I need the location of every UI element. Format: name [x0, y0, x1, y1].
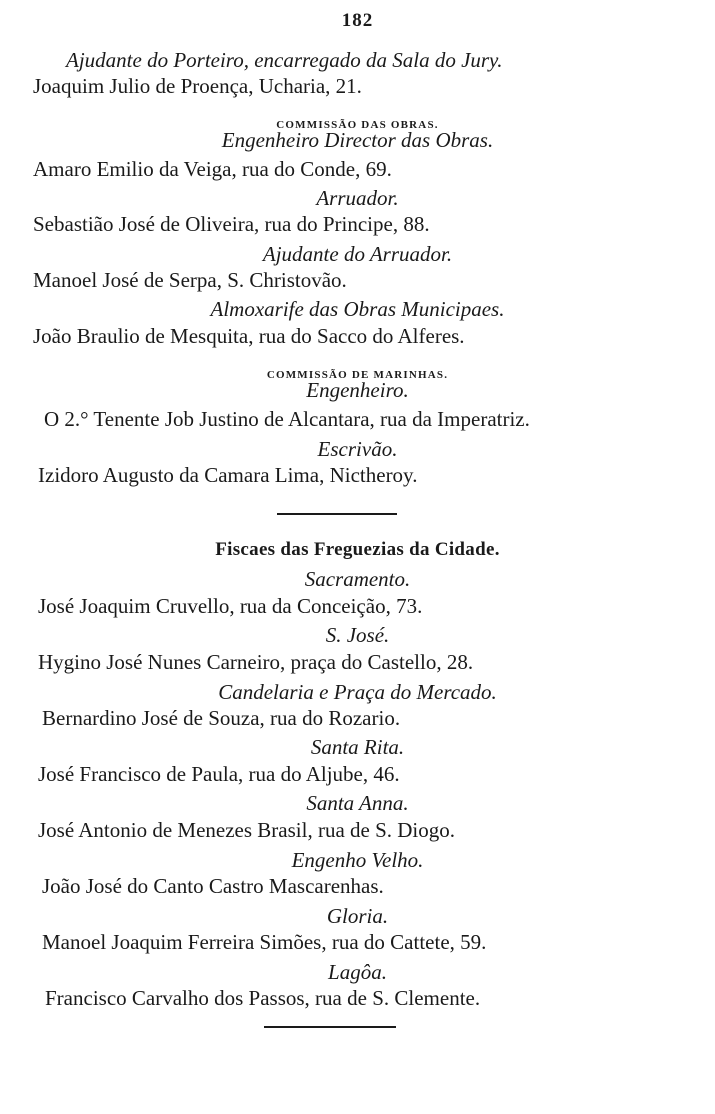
entry-escrivao: Izidoro Augusto da Camara Lima, Nictheroy.: [38, 463, 418, 487]
entry-engenheiro: O 2.° Tenente Job Justino de Alcantara, rua da Imperatriz.: [44, 407, 530, 431]
parish-name: Sacramento.: [304, 567, 411, 591]
entry-ajudante-arruador: Manoel José de Serpa, S. Christovão.: [33, 268, 347, 292]
heading-ajudante-porteiro: Ajudante do Porteiro, encarregado da Sala do Jury.: [66, 48, 503, 72]
heading-ajudante-arruador: Ajudante do Arruador.: [262, 242, 453, 266]
parish-name: Santa Rita.: [310, 735, 405, 759]
page-number: 182: [341, 10, 374, 31]
commission-marinhas-title: COMMISSÃO DE MARINHAS.: [266, 369, 449, 381]
parish-entry: José Joaquim Cruvello, rua da Conceição, 73.: [38, 594, 423, 618]
entry-almoxarife: João Braulio de Mesquita, rua do Sacco do Alferes.: [33, 324, 465, 348]
parish-entry: Manoel Joaquim Ferreira Simões, rua do Cattete, 59.: [42, 930, 487, 954]
parish-entry: Bernardino José de Souza, rua do Rozario.: [42, 706, 401, 730]
section-divider-bottom: [264, 1026, 396, 1028]
entry-arruador: Sebastião José de Oliveira, rua do Principe, 88.: [33, 212, 430, 236]
parish-name: Candelaria e Praça do Mercado.: [218, 680, 497, 704]
heading-engenheiro: Engenheiro.: [306, 378, 409, 402]
parish-name: Lagôa.: [328, 960, 387, 984]
parish-name: Engenho Velho.: [291, 848, 424, 872]
parish-name: Santa Anna.: [306, 791, 409, 815]
entry-engenheiro-director: Amaro Emilio da Veiga, rua do Conde, 69.: [33, 157, 392, 181]
heading-engenheiro-director: Engenheiro Director das Obras.: [221, 128, 494, 152]
heading-arruador: Arruador.: [316, 186, 399, 210]
parish-name: Gloria.: [326, 904, 389, 928]
heading-escrivao: Escrivão.: [317, 437, 398, 461]
entry-ajudante-porteiro: Joaquim Julio de Proença, Ucharia, 21.: [33, 74, 362, 98]
parish-entry: João José do Canto Castro Mascarenhas.: [42, 874, 384, 898]
parish-name: S. José.: [325, 623, 390, 647]
parish-entry: Hygino José Nunes Carneiro, praça do Castello, 28.: [38, 650, 474, 674]
parish-entry: José Francisco de Paula, rua do Aljube, 46.: [38, 762, 400, 786]
section-title-fiscaes: Fiscaes das Freguezias da Cidade.: [215, 539, 500, 560]
parish-entry: José Antonio de Menezes Brasil, rua de S. Diogo.: [38, 818, 456, 842]
section-divider-top: [277, 513, 397, 515]
heading-almoxarife: Almoxarife das Obras Municipaes.: [210, 297, 505, 321]
parish-entry: Francisco Carvalho dos Passos, rua de S. Clemente.: [45, 986, 481, 1010]
commission-obras-title: COMMISSÃO DAS OBRAS.: [276, 119, 439, 131]
